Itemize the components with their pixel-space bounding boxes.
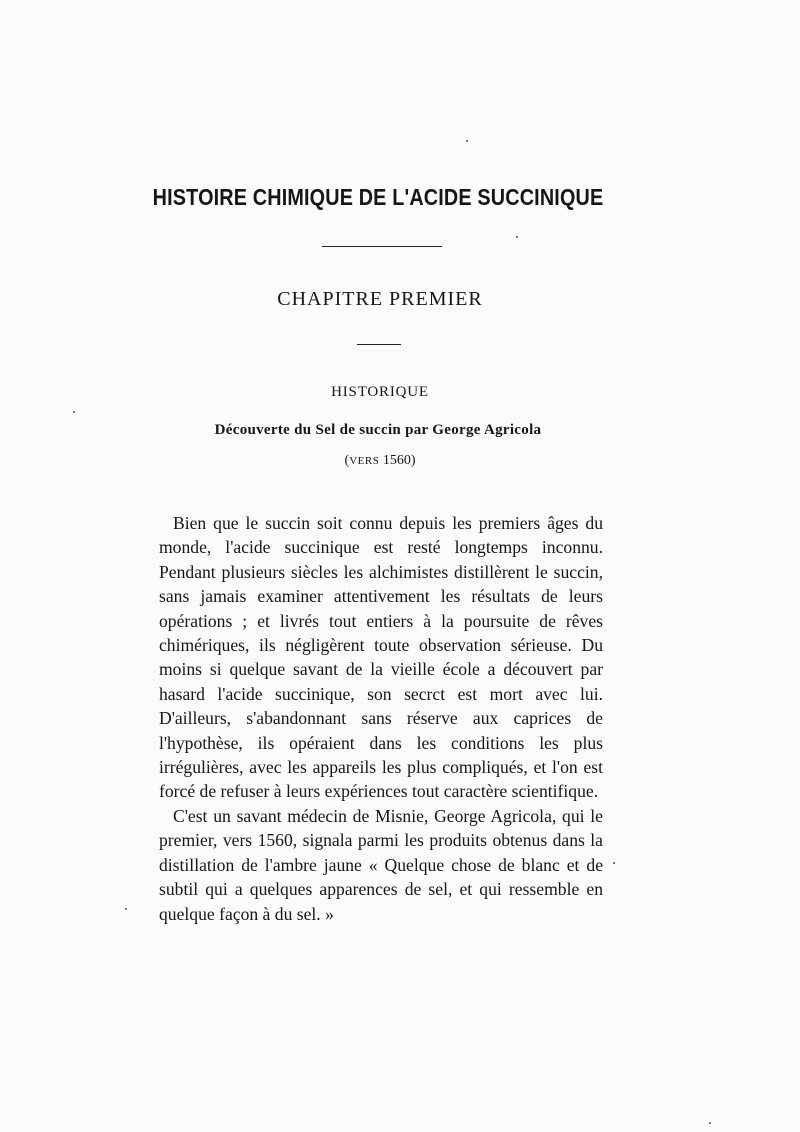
date-word: VERS	[349, 455, 380, 467]
subsection-title: Découverte du Sel de succin par George Agricola	[214, 422, 542, 438]
paragraph-2: C'est un savant médecin de Misnie, George Agricola, qui le premier, vers 1560, signala parmi les produits obtenus dans la distillation de l'ambre jaune « Quelque chose de blanc et de subtil qui a quelques apparences de sel, et qui ressemble en quelque façon à du sel. »	[159, 805, 603, 924]
chapter-divider	[357, 344, 401, 345]
title-divider	[322, 246, 442, 247]
main-title: HISTOIRE CHIMIQUE DE L'ACIDE SUCCINIQUE	[152, 184, 604, 210]
print-speck	[613, 862, 615, 864]
body-text	[159, 511, 603, 926]
paragraph-1: Bien que le succin soit connu depuis les premiers âges du monde, l'acide succinique est resté longtemps inconnu. Pendant plusieurs siècles les alchimistes distillèrent le succin, sans jamais examiner attentivement les résultats de leurs opérations ; et livrés tout entiers à la poursuite de rêves chimériques, ils négligèrent toute observation sérieuse. Du moins si quelque savant de la vieille école a découvert par hasard l'acide succinique, son secrct est mort avec lui. D'ailleurs, s'abandonnant sans réserve aux caprices de l'hypothèse, ils opéraient dans les conditions les plus irrégulières, avec les appareils les plus compliqués, et l'on est forcé de refuser à leurs expériences tout caractère scientifique.	[159, 513, 603, 802]
date-rest: 1560)	[379, 453, 416, 468]
chapter-title: CHAPITRE PREMIER	[277, 288, 483, 310]
print-speck	[466, 140, 468, 142]
print-speck	[73, 411, 75, 413]
print-speck	[516, 236, 518, 238]
date-open: (	[344, 453, 350, 468]
section-title: HISTORIQUE	[331, 384, 429, 400]
print-speck	[709, 1122, 711, 1124]
print-speck	[125, 908, 127, 910]
date-note	[0, 453, 760, 469]
